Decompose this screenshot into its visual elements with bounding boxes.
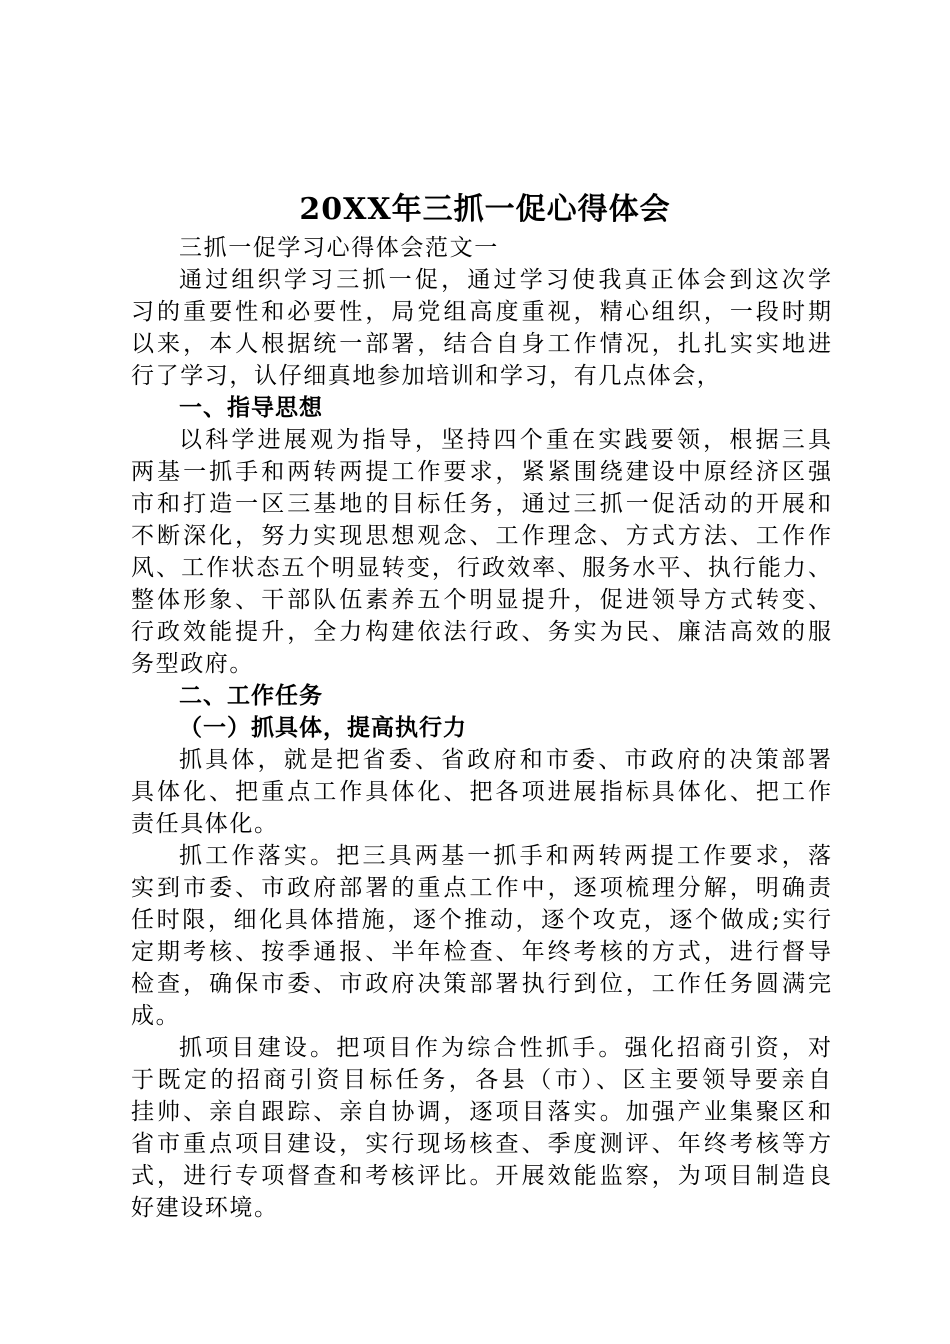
paragraph-line: 定期考核、按季通报、半年检查、年终考核的方式，进行督导 <box>131 939 831 965</box>
subsection-heading: （一）抓具体，提高执行力 <box>179 715 467 741</box>
paragraph-line: 检查，确保市委、市政府决策部署执行到位，工作任务圆满完 <box>131 971 831 997</box>
paragraph-line: 抓具体，就是把省委、省政府和市委、市政府的决策部署 <box>179 747 831 773</box>
paragraph-line: 任时限，细化具体措施，逐个推动，逐个攻克，逐个做成;实行 <box>131 907 831 933</box>
paragraph-line: 两基一抓手和两转两提工作要求，紧紧围绕建设中原经济区强 <box>131 459 831 485</box>
document-page <box>131 188 831 1224</box>
paragraph-line: 通过组织学习三抓一促，通过学习使我真正体会到这次学 <box>179 267 831 293</box>
paragraph-line: 行了学习，认仔细真地参加培训和学习，有几点体会， <box>131 363 722 389</box>
paragraph-line: 具体化、把重点工作具体化、把各项进展指标具体化、把工作 <box>131 779 831 805</box>
paragraph-line: 好建设环境。 <box>131 1195 279 1221</box>
paragraph-line: 习的重要性和必要性，局党组高度重视，精心组织，一段时期 <box>131 299 831 325</box>
paragraph-line: 成。 <box>131 1003 181 1029</box>
section-heading: 一、指导思想 <box>179 395 323 421</box>
paragraph-line: 于既定的招商引资目标任务，各县（市）、区主要领导要亲自 <box>131 1067 831 1093</box>
paragraph-line: 以科学进展观为指导，坚持四个重在实践要领，根据三具 <box>179 427 831 453</box>
paragraph-line: 市和打造一区三基地的目标任务，通过三抓一促活动的开展和 <box>131 491 831 517</box>
paragraph-line: 整体形象、干部队伍素养五个明显提升，促进领导方式转变、 <box>131 587 831 613</box>
paragraph-line: 务型政府。 <box>131 651 254 677</box>
paragraph-line: 以来，本人根据统一部署，结合自身工作情况，扎扎实实地进 <box>131 331 831 357</box>
paragraph-line: 责任具体化。 <box>131 811 279 837</box>
document-title: 20XX年三抓一促心得体会 <box>299 192 671 227</box>
paragraph-line: 行政效能提升，全力构建依法行政、务实为民、廉洁高效的服 <box>131 619 831 645</box>
paragraph-line: 抓工作落实。把三具两基一抓手和两转两提工作要求，落 <box>179 843 831 869</box>
paragraph-line: 省市重点项目建设，实行现场核查、季度测评、年终考核等方 <box>131 1131 831 1157</box>
paragraph-line: 抓项目建设。把项目作为综合性抓手。强化招商引资，对 <box>179 1035 831 1061</box>
paragraph-line: 挂帅、亲自跟踪、亲自协调，逐项目落实。加强产业集聚区和 <box>131 1099 831 1125</box>
document-subtitle: 三抓一促学习心得体会范文一 <box>179 235 499 261</box>
section-heading: 二、工作任务 <box>179 683 323 709</box>
paragraph-line: 风、工作状态五个明显转变，行政效率、服务水平、执行能力、 <box>131 555 831 581</box>
paragraph-line: 式，进行专项督查和考核评比。开展效能监察，为项目制造良 <box>131 1163 831 1189</box>
paragraph-line: 实到市委、市政府部署的重点工作中，逐项梳理分解，明确责 <box>131 875 831 901</box>
paragraph-line: 不断深化，努力实现思想观念、工作理念、方式方法、工作作 <box>131 523 831 549</box>
